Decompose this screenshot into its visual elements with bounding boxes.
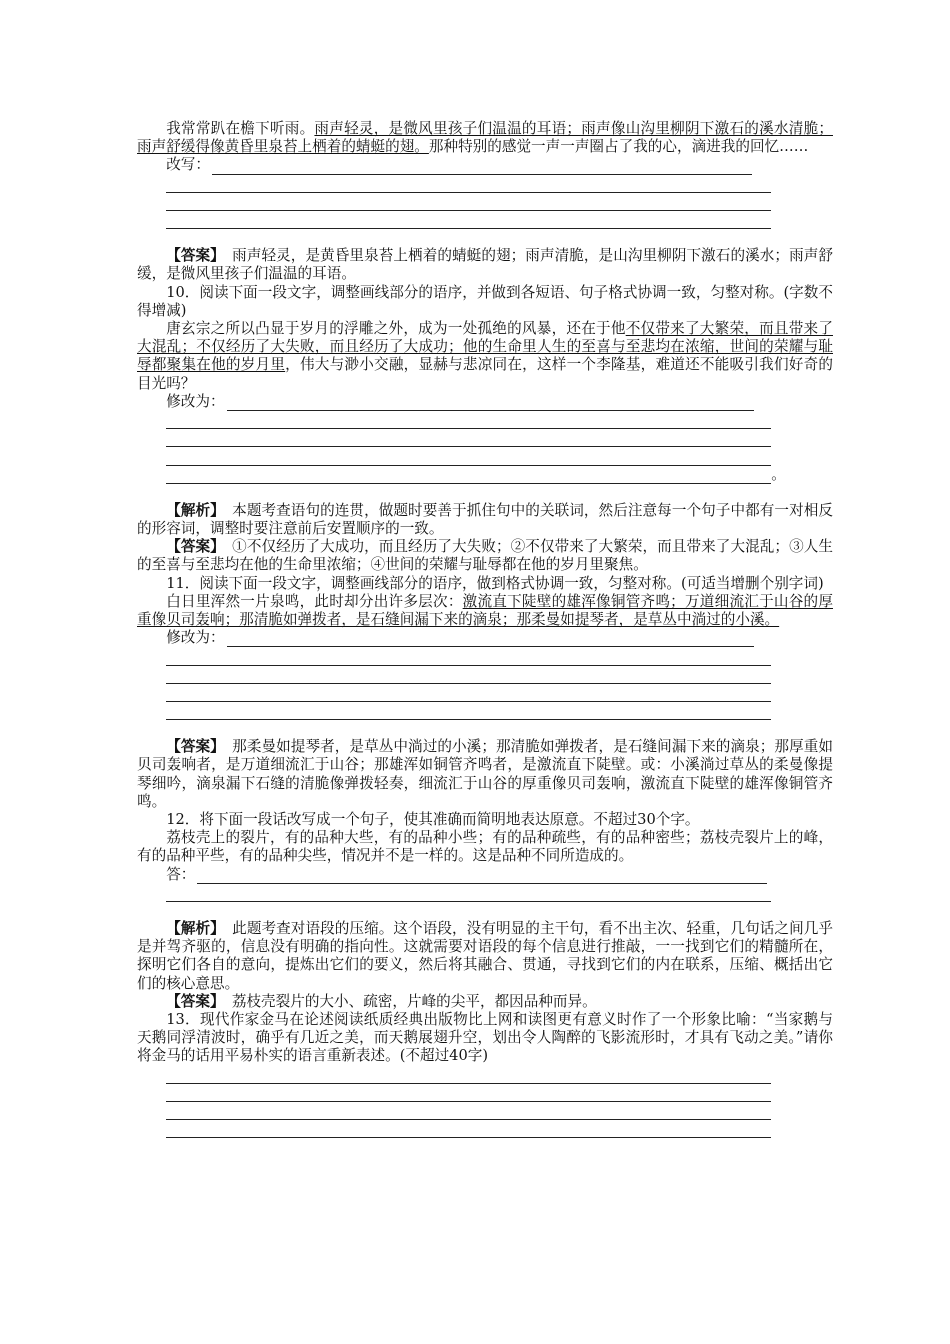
passage-rain	[137, 120, 833, 156]
passage-tail: 那种特别的感觉一声一声圈占了我的心，滴进我的回忆……	[428, 138, 809, 156]
question-11: 11．阅读下面一段文字，调整画线部分的语序，做到格式协调一致，匀整对称。(可适当增删个别字词)	[166, 574, 824, 592]
answer-11	[137, 738, 833, 811]
answer-line[interactable]	[166, 666, 771, 684]
answer-line[interactable]	[166, 1066, 771, 1084]
answer-tag: 【答案】	[166, 738, 218, 756]
answer-line[interactable]	[166, 884, 771, 902]
answer-line[interactable]	[166, 647, 771, 665]
passage-tail: ，伟大与渺小交融，显赫与悲凉同在，这样一个李隆基，难道还不能吸引我们好奇的目光吗？	[137, 356, 833, 392]
rewrite-field[interactable]	[137, 156, 833, 174]
answer-line[interactable]	[166, 211, 771, 229]
answer-text: 雨声轻灵，是黄昏里泉苔上栖着的蜻蜓的翅；雨声清脆，是山沟里柳阴下激石的溪水；雨声舒缓，是微风里孩子们温温的耳语。	[137, 247, 833, 283]
question-10: 10．阅读下面一段文字，调整画线部分的语序，并做到各短语、句子格式协调一致，匀整对称。(字数不得增减)	[137, 283, 833, 319]
rewrite-label: 改写：	[166, 156, 210, 174]
explanation-tag: 【解析】	[166, 919, 218, 937]
answer-line[interactable]	[166, 1102, 771, 1120]
answer-line[interactable]	[166, 684, 771, 702]
modify-label: 修改为：	[166, 392, 225, 410]
underlined-text: 不仅带来了大繁荣，而且带来了大混乱；不仅经历了大失败，而且经历了大成功；他的生命里人生的至喜与至悲均在浓缩，世间的荣耀与耻辱都聚集在他的岁月里	[137, 319, 833, 374]
question-13: 13．现代作家金马在论述阅读纸质经典出版物比上网和读图更有意义时作了一个形象比喻：“当家鹅与天鹅同浮清波时，确乎有几近之美，而天鹅展翅升空，划出令人陶醉的飞影流形时，才具有飞动之美。”请你将金马的话用平易朴实的语言重新表述。(不超过40字)	[137, 1010, 833, 1065]
modify-field[interactable]	[137, 393, 833, 411]
modify-field[interactable]	[137, 629, 833, 647]
answer-10	[137, 538, 833, 574]
passage-lead: 我常常趴在檐下听雨。	[166, 120, 315, 137]
period-mark: 。	[771, 465, 786, 483]
answer-blank[interactable]	[197, 869, 767, 884]
answer-blank[interactable]	[227, 632, 754, 647]
answer-text: 荔枝壳裂片的大小、疏密，片峰的尖平，都因品种而异。	[217, 992, 597, 1010]
answer-line[interactable]	[166, 175, 771, 193]
answer-line[interactable]	[166, 411, 771, 429]
document-page	[137, 120, 833, 1138]
explanation-text: 本题考查语句的连贯，做题时要善于抓住句中的关联词，然后注意每一个句子中都有一对相反的形容词，调整时要注意前后安置顺序的一致。	[137, 501, 833, 537]
passage-lead: 白日里浑然一片泉鸣，此时却分出许多层次：	[166, 592, 463, 610]
answer-line[interactable]	[166, 193, 771, 211]
answer-field[interactable]	[137, 866, 833, 884]
answer-line[interactable]	[166, 1120, 771, 1138]
answer-line[interactable]	[166, 447, 771, 465]
explanation-tag: 【解析】	[166, 501, 218, 519]
answer-text: ①不仅经历了大成功，而且经历了大失败；②不仅带来了大繁荣，而且带来了大混乱；③人生的至喜与至悲均在他的生命里浓缩；④世间的荣耀与耻辱都在他的岁月里聚焦。	[137, 538, 833, 574]
passage-lead: 唐玄宗之所以凸显于岁月的浮雕之外，成为一处孤绝的风暴，还在于他	[166, 319, 626, 337]
explanation-text: 此题考查对语段的压缩。这个语段，没有明显的主干句，看不出主次、轻重，几句话之间几乎是并驾齐驱的，信息没有明确的指向性。这就需要对语段的每个信息进行推敲，一一找到它们的精髓所在，探明它们各自的意向，提炼出它们的要义，然后将其融合、贯通，寻找到它们的内在联系，压缩、概括出它们的核心意思。	[137, 919, 833, 992]
passage-spring	[137, 593, 833, 629]
answer-label: 答：	[166, 865, 196, 883]
answer-line[interactable]	[166, 702, 771, 720]
explanation-10	[137, 502, 833, 538]
answer-line[interactable]	[166, 429, 771, 447]
question-12: 12．将下面一段话改写成一个句子，使其准确而简明地表达原意。不超过30个字。	[166, 810, 700, 828]
explanation-12	[137, 920, 833, 993]
answer-line-last[interactable]	[166, 466, 833, 484]
answer-tag: 【答案】	[166, 538, 218, 556]
answer-12	[137, 993, 833, 1011]
underlined-text: 激流直下陡壁的雄浑像铜管齐鸣；万道细流汇于山谷的厚重像贝司轰响；那清脆如弹拨者，是石缝间漏下来的滴泉；那柔曼如提琴者，是草丛中淌过的小溪。	[137, 592, 833, 628]
modify-label: 修改为：	[166, 629, 225, 647]
answer-blank[interactable]	[212, 160, 752, 175]
answer-line[interactable]	[166, 1084, 771, 1102]
answer-tag: 【答案】	[166, 992, 218, 1010]
answer-tag: 【答案】	[166, 247, 218, 265]
answer-blank[interactable]	[166, 468, 771, 484]
answer-blank[interactable]	[227, 396, 754, 411]
passage-xuanzong	[137, 320, 833, 393]
answer-text: 那柔曼如提琴者，是草丛中淌过的小溪；那清脆如弹拨者，是石缝间漏下来的滴泉；那厚重如贝司轰响者，是万道细流汇于山谷；那雄浑如铜管齐鸣者，是激流直下陡壁。或：小溪淌过草丛的柔曼像提琴细吟，滴泉漏下石缝的清脆像弹拨轻奏，细流汇于山谷的厚重像贝司轰响，激流直下陡壁的雄浑像铜管齐鸣。	[137, 738, 833, 810]
passage-lychee: 荔枝壳上的裂片，有的品种大些，有的品种小些；有的品种疏些，有的品种密些；荔枝壳裂片上的峰，有的品种平些，有的品种尖些，情况并不是一样的。这是品种不同所造成的。	[137, 829, 833, 865]
answer-9	[137, 247, 833, 283]
underlined-text: 雨声轻灵，是微风里孩子们温温的耳语；雨声像山沟里柳阴下激石的溪水清脆；雨声舒缓得像黄昏里泉苔上栖着的蜻蜓的翅。	[137, 120, 833, 156]
